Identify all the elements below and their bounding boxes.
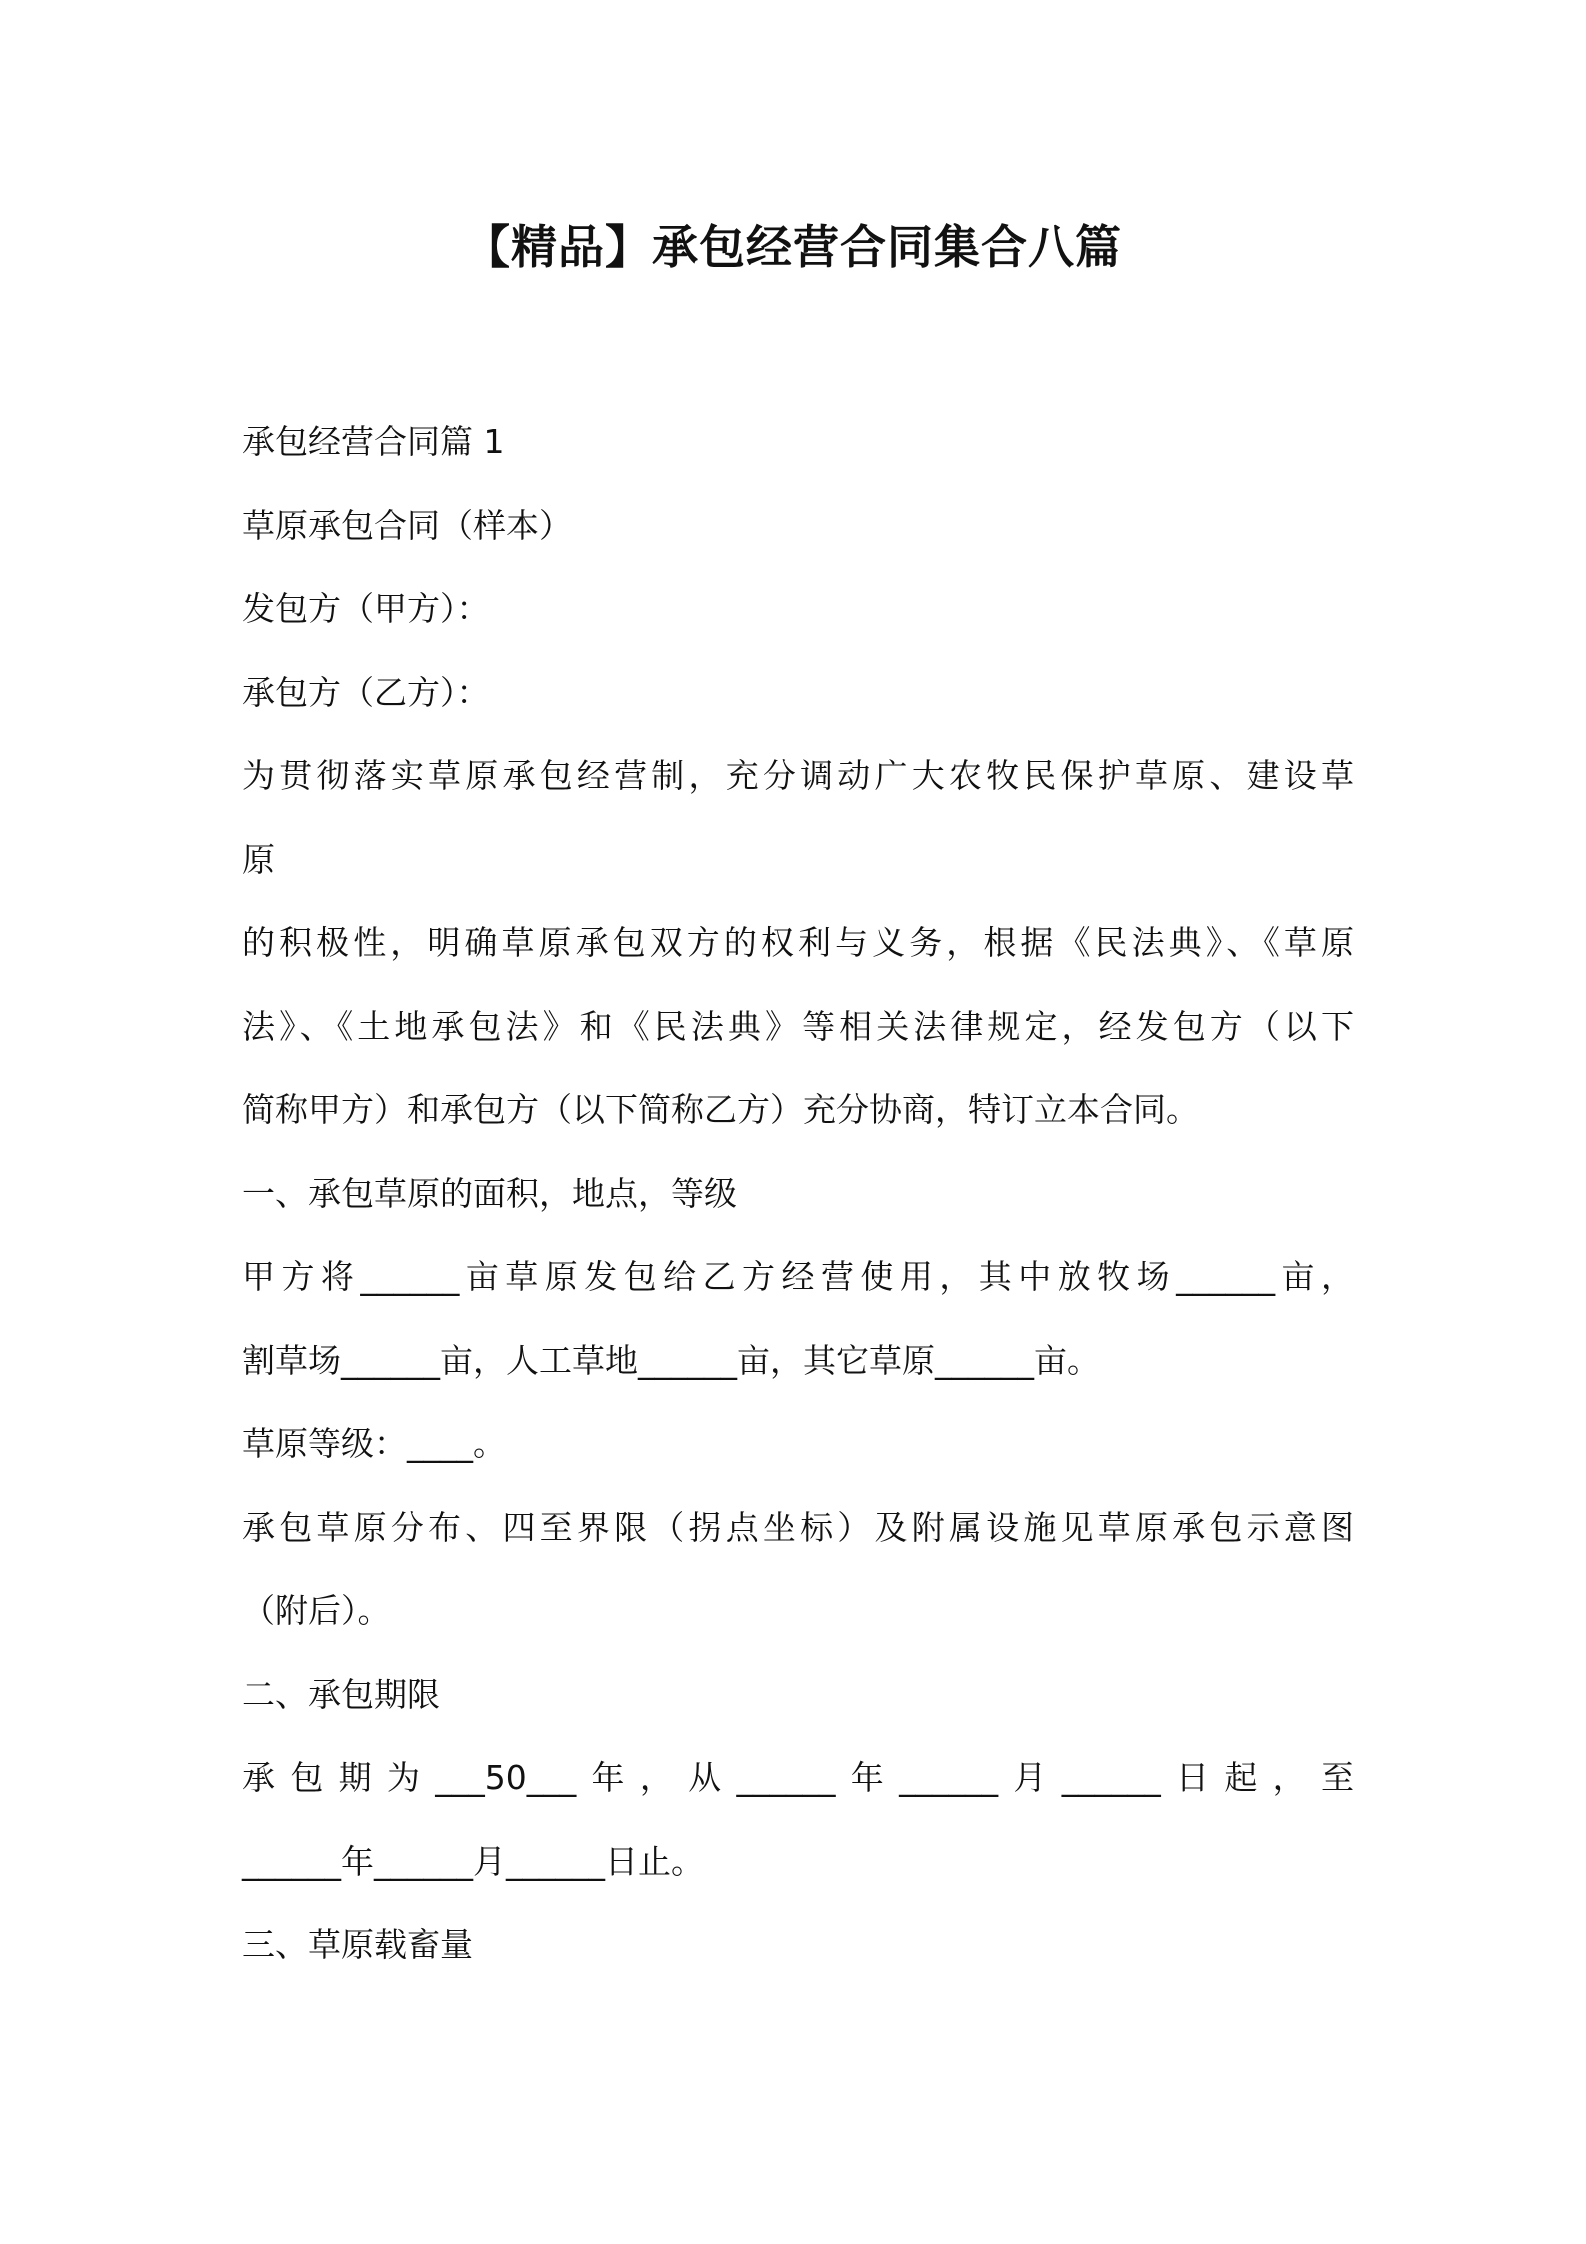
paragraph-line: 草原等级：____。 [242, 1424, 506, 1463]
clause-heading: 二、承包期限 [242, 1674, 440, 1714]
paragraph-line: 简称甲方）和承包方（以下简称乙方）充分协商，特订立本合同。 [242, 1090, 1199, 1129]
contract-name: 草原承包合同（样本） [242, 505, 572, 545]
paragraph-line: 法》、《土地承包法》和《民法典》等相关法律规定，经发包方（以下 [242, 1006, 1354, 1046]
paragraph-line: 甲方将______亩草原发包给乙方经营使用，其中放牧场______亩， [242, 1257, 1354, 1296]
paragraph-line: （附后）。 [242, 1591, 391, 1630]
party-b-line: 承包方（乙方）： [242, 672, 490, 712]
clause-heading: 三、草原载畜量 [242, 1925, 473, 1964]
paragraph-line: 割草场______亩，人工草地______亩，其它草原______亩。 [242, 1340, 1100, 1380]
paragraph-line: ______年______月______日止。 [242, 1841, 704, 1881]
paragraph-line: 的积极性，明确草原承包双方的权利与义务，根据《民法典》、《草原 [242, 923, 1354, 962]
section-heading: 承包经营合同篇 1 [242, 422, 505, 461]
party-a-line: 发包方（甲方）： [242, 589, 490, 628]
clause-heading: 一、承包草原的面积，地点，等级 [242, 1173, 737, 1213]
paragraph-line: 为贯彻落实草原承包经营制，充分调动广大农牧民保护草原、建设草 [242, 756, 1354, 795]
document-title: 【精品】承包经营合同集合八篇 [464, 220, 1122, 274]
document-body [242, 400, 1354, 1987]
paragraph-line: 承包草原分布、四至界限（拐点坐标）及附属设施见草原承包示意图 [242, 1507, 1354, 1547]
paragraph-line: 原 [242, 839, 275, 879]
paragraph-line: 承包期为___50___年，从______年______月______日起，至 [242, 1758, 1354, 1797]
